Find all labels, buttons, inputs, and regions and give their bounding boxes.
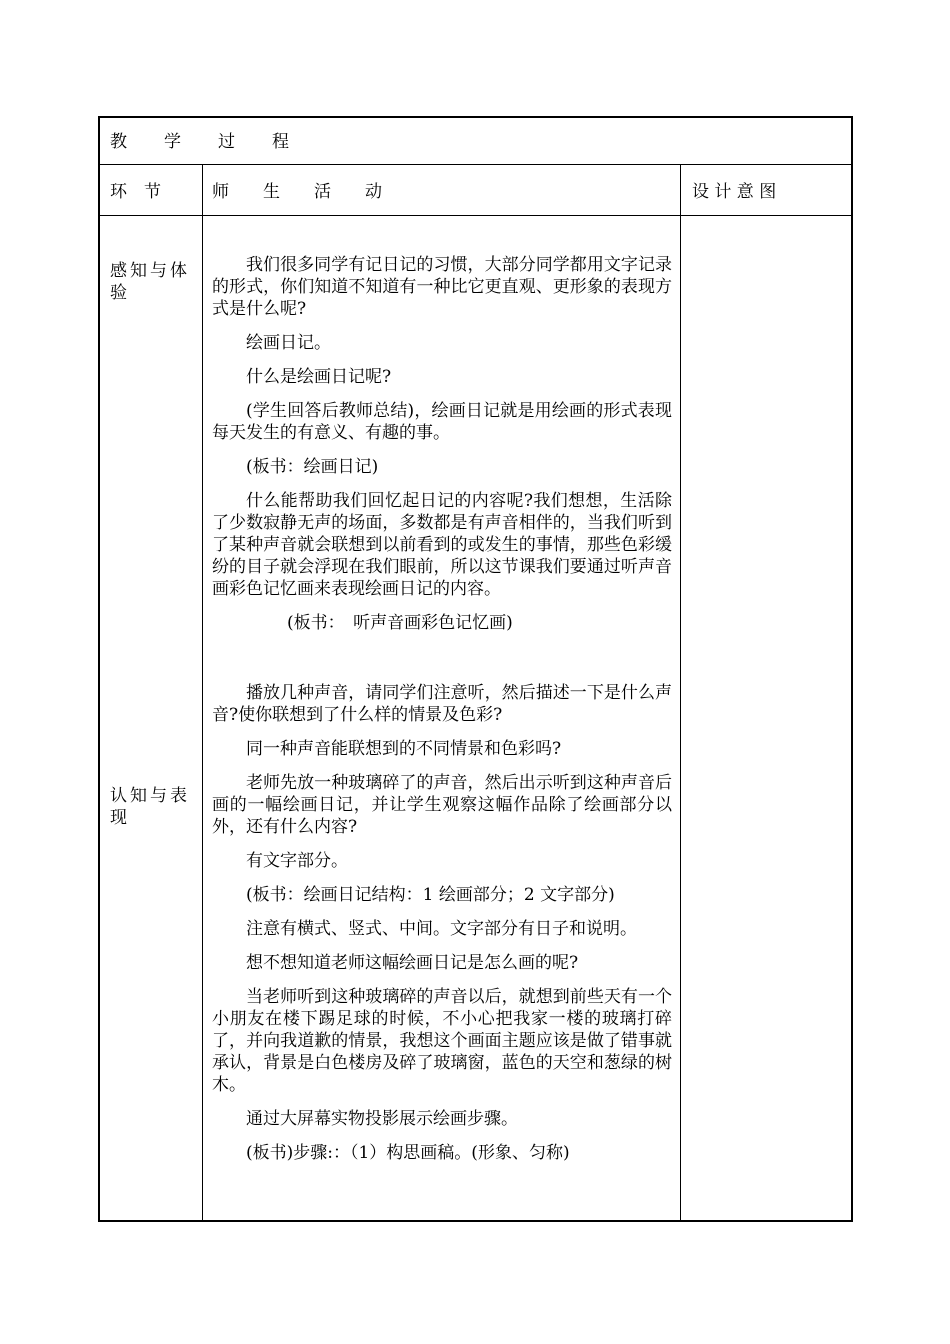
column-divider-1 (202, 165, 203, 1220)
header-activity: 师 生 活 动 (212, 182, 382, 202)
paragraph: (板书：绘画日记结构：1 绘画部分；2 文字部分) (246, 885, 615, 905)
paragraph: (板书： 听声音画彩色记忆画) (287, 613, 513, 633)
paragraph: 播放几种声音，请同学们注意听，然后描述一下是什么声音?使你联想到了什么样的情景及色彩? (212, 683, 672, 725)
paragraph: 注意有横式、竖式、中间。文字部分有日子和说明。 (246, 919, 637, 939)
column-divider-2 (680, 165, 681, 1220)
paragraph: 当老师听到这种玻璃碎的声音以后，就想到前些天有一个小朋友在楼下踢足球的时候，不小心把我家一楼的玻璃打碎了，并向我道歉的情景，我想这个画面主题应该是做了错事就承认，背景是白色楼房及碎了玻璃窗，蓝色的天空和葱绿的树木。 (212, 987, 672, 1095)
lesson-table (98, 116, 853, 1222)
paragraph: (学生回答后教师总结)，绘画日记就是用绘画的形式表现每天发生的有意义、有趣的事。 (212, 401, 672, 443)
paragraph: (板书)步骤:：（1）构思画稿。(形象、匀称) (246, 1143, 570, 1163)
paragraph: 什么是绘画日记呢? (246, 367, 392, 387)
table-title: 教 学 过 程 (110, 132, 290, 152)
header-stage: 环 节 (110, 182, 161, 202)
stage-cognition: 认知与表现 (110, 786, 190, 828)
stage-perception: 感知与体验 (110, 261, 190, 303)
table-title-row (100, 118, 851, 165)
paragraph: 绘画日记。 (246, 333, 331, 353)
table-header-row (100, 165, 851, 216)
paragraph: (板书：绘画日记) (246, 457, 379, 477)
paragraph: 通过大屏幕实物投影展示绘画步骤。 (246, 1109, 518, 1129)
paragraph: 同一种声音能联想到的不同情景和色彩吗? (246, 739, 562, 759)
activity-content (212, 254, 672, 1176)
paragraph: 我们很多同学有记日记的习惯，大部分同学都用文字记录的形式，你们知道不知道有一种比它更直观、更形象的表现方式是什么呢? (212, 255, 672, 319)
blank-space (212, 646, 672, 682)
header-intent: 设 计 意 图 (692, 182, 777, 202)
paragraph: 有文字部分。 (246, 851, 348, 871)
paragraph: 想不想知道老师这幅绘画日记是怎么画的呢? (246, 953, 579, 973)
paragraph: 什么能帮助我们回忆起日记的内容呢?我们想想，生活除了少数寂静无声的场面，多数都是有声音相伴的，当我们听到了某种声音就会联想到以前看到的或发生的事情，那些色彩缓纷的目子就会浮现在我们眼前，所以这节课我们要通过听声音画彩色记忆画来表现绘画日记的内容。 (212, 491, 672, 599)
paragraph: 老师先放一种玻璃碎了的声音，然后出示听到这种声音后画的一幅绘画日记，并让学生观察这幅作品除了绘画部分以外，还有什么内容? (212, 773, 672, 837)
